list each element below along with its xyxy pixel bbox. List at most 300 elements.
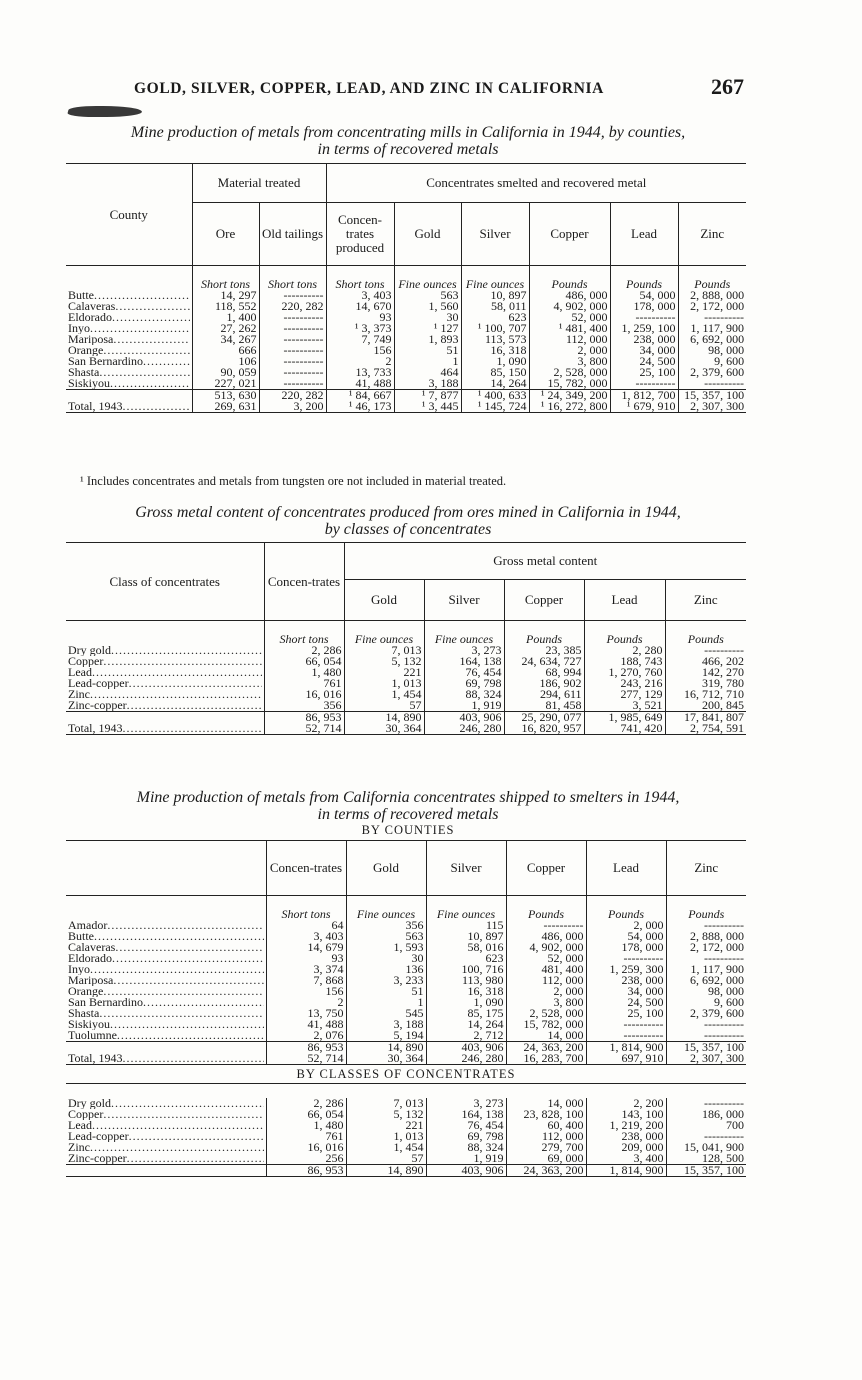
cell-value: 3, 800 [529, 356, 610, 367]
row-label-text: Lead-copper [68, 1131, 129, 1142]
total-value: 1, 814, 900 [586, 1165, 666, 1177]
leader-dots [107, 920, 263, 931]
total-value: 1, 812, 700 [610, 390, 678, 402]
col-concentrates: Concen-trates [266, 841, 346, 896]
cell-value: 2 [266, 997, 346, 1008]
row-label [66, 920, 266, 931]
cell-value: 27, 262 [192, 323, 259, 334]
unit-label: Short tons [192, 266, 259, 291]
cell-value: 2, 712 [426, 1030, 506, 1042]
row-label [66, 931, 266, 942]
cell-value: 294, 611 [504, 689, 584, 700]
table3-title-line1: Mine production of metals from California concentrates shipped to smelters in 1944, [136, 789, 680, 806]
table1 [66, 163, 746, 413]
cell-value: 7, 749 [326, 334, 394, 345]
cell-value: 112, 000 [529, 334, 610, 345]
row-label-text: Siskiyou [68, 378, 111, 389]
cell-value: ---------- [259, 323, 326, 334]
cell-value: 2, 200 [586, 1098, 666, 1109]
row-label-text: Lead-copper [68, 678, 129, 689]
table1-title-line1: Mine production of metals from concentrating mills in California in 1944, by counties, [130, 124, 686, 141]
cell-value: 3, 403 [326, 290, 394, 301]
total-blank [66, 390, 192, 402]
cell-value: ---------- [259, 312, 326, 323]
unit-label: Fine ounces [344, 621, 424, 646]
row-label-text: Inyo [68, 964, 90, 975]
row-label-text: Siskiyou [68, 1019, 111, 1030]
cell-value: 2, 076 [266, 1030, 346, 1042]
cell-value: 3, 400 [586, 1153, 666, 1165]
cell-value: 85, 150 [461, 367, 529, 378]
cell-value: 30 [394, 312, 461, 323]
cell-value: 238, 000 [586, 975, 666, 986]
cell-value: 2, 000 [586, 920, 666, 931]
cell-value: 10, 897 [461, 290, 529, 301]
row-label-text: Zinc-copper [68, 700, 127, 711]
total-value: ¹ 84, 667 [326, 390, 394, 402]
cell-value: ¹ 127 [394, 323, 461, 334]
total-value: 2, 754, 591 [665, 723, 746, 735]
cell-value: ---------- [666, 1030, 746, 1042]
unit-label: Fine ounces [394, 266, 461, 291]
row-label-text: San Bernardino [68, 356, 143, 367]
cell-value: 5, 194 [346, 1030, 426, 1042]
leader-dots [99, 367, 189, 378]
unit-label: Short tons [326, 266, 394, 291]
cell-value: 51 [346, 986, 426, 997]
cell-value: 1, 090 [426, 997, 506, 1008]
cell-value: ¹ 481, 400 [529, 323, 610, 334]
row-label [66, 645, 264, 656]
cell-value: 69, 798 [424, 678, 504, 689]
total-value: 30, 364 [346, 1053, 426, 1065]
cell-value: 69, 000 [506, 1153, 586, 1165]
col-lead: Lead [584, 580, 665, 621]
cell-value: 16, 712, 710 [665, 689, 746, 700]
cell-value: ---------- [506, 920, 586, 931]
leader-dots [115, 301, 189, 312]
row-label [66, 700, 264, 712]
cell-value: 1, 454 [344, 689, 424, 700]
cell-value: ---------- [586, 1019, 666, 1030]
total-value: 246, 280 [426, 1053, 506, 1065]
cell-value: 356 [346, 920, 426, 931]
leader-dots [117, 1030, 264, 1041]
table3 [66, 840, 746, 1177]
row-label-text: Orange [68, 345, 104, 356]
unit-label: Pounds [665, 621, 746, 646]
cell-value: ---------- [259, 334, 326, 345]
leader-dots [103, 1109, 263, 1120]
row-label-text: Dry gold [68, 645, 111, 656]
cell-value: 34, 000 [586, 986, 666, 997]
row-label-text: Total, 1943 [68, 723, 123, 734]
total-value: ¹ 16, 272, 800 [529, 401, 610, 413]
cell-value: ---------- [259, 378, 326, 390]
cell-value: 1 [394, 356, 461, 367]
leader-dots [143, 997, 264, 1008]
total-value: ¹ 679, 910 [610, 401, 678, 413]
cell-value: 57 [344, 700, 424, 712]
total-value: 403, 906 [426, 1165, 506, 1177]
row-label [66, 942, 266, 953]
total-value: 220, 282 [259, 390, 326, 402]
row-label [66, 953, 266, 964]
cell-value: 9, 600 [666, 997, 746, 1008]
cell-value: 115 [426, 920, 506, 931]
col-silver: Silver [461, 203, 529, 266]
col-gold: Gold [344, 580, 424, 621]
table1-title-line2: in terms of recovered metals [317, 141, 499, 158]
row-label [66, 323, 192, 334]
row-label [66, 689, 264, 700]
cell-value: ¹ 100, 707 [461, 323, 529, 334]
cell-value: ---------- [259, 356, 326, 367]
row-label-text: Tuolumne [68, 1030, 117, 1041]
units-blank [66, 621, 264, 646]
cell-value: 2, 172, 000 [666, 942, 746, 953]
total-value: 15, 357, 100 [666, 1165, 746, 1177]
units-blank [66, 266, 192, 291]
total-value: 52, 714 [264, 723, 344, 735]
cell-value: 7, 868 [266, 975, 346, 986]
col-zinc: Zinc [678, 203, 746, 266]
cell-value: 1, 480 [264, 667, 344, 678]
running-head [68, 70, 748, 104]
row-label [66, 356, 192, 367]
total-value: 24, 363, 200 [506, 1165, 586, 1177]
row-label-text: Shasta [68, 1008, 100, 1019]
cell-value: 666 [192, 345, 259, 356]
cell-value: 112, 000 [506, 1131, 586, 1142]
total-value: 741, 420 [584, 723, 665, 735]
leader-dots [90, 323, 190, 334]
row-label [66, 997, 266, 1008]
cell-value: 164, 138 [426, 1109, 506, 1120]
cell-value: 3, 374 [266, 964, 346, 975]
cell-value: 221 [346, 1120, 426, 1131]
cell-value: 1, 893 [394, 334, 461, 345]
leader-dots [103, 345, 189, 356]
col-copper: Copper [529, 203, 610, 266]
cell-value: 9, 600 [678, 356, 746, 367]
cell-value: 700 [666, 1120, 746, 1131]
leader-dots [123, 401, 190, 412]
cell-value: 3, 800 [506, 997, 586, 1008]
cell-value: 178, 000 [610, 301, 678, 312]
row-label-text: Total, 1943 [68, 1053, 123, 1064]
cell-value: 69, 798 [426, 1131, 506, 1142]
cell-value: 1, 117, 900 [678, 323, 746, 334]
cell-value: 3, 188 [346, 1019, 426, 1030]
unit-label: Pounds [584, 621, 665, 646]
cell-value: 14, 297 [192, 290, 259, 301]
row-label-text: Lead [68, 1120, 92, 1131]
total-blank [66, 712, 264, 724]
cell-value: 1, 090 [461, 356, 529, 367]
cell-value: 14, 670 [326, 301, 394, 312]
total-value: ¹ 46, 173 [326, 401, 394, 413]
total-value: ¹ 400, 633 [461, 390, 529, 402]
cell-value: 156 [266, 986, 346, 997]
cell-value: ---------- [259, 290, 326, 301]
cell-value: 2, 000 [529, 345, 610, 356]
unit-label: Short tons [264, 621, 344, 646]
total-value: ¹ 145, 724 [461, 401, 529, 413]
total-value: 1, 814, 900 [586, 1042, 666, 1054]
unit-label: Pounds [666, 896, 746, 921]
col-gold: Gold [394, 203, 461, 266]
leader-dots [127, 1153, 264, 1164]
cell-value: 2, 888, 000 [666, 931, 746, 942]
ink-smudge [67, 106, 144, 117]
cell-value: ---------- [610, 312, 678, 323]
row-label-text: Zinc [68, 689, 90, 700]
leader-dots [103, 656, 261, 667]
cell-value: 23, 385 [504, 645, 584, 656]
cell-value: 98, 000 [678, 345, 746, 356]
leader-dots [143, 356, 190, 367]
total-value: 14, 890 [346, 1165, 426, 1177]
cell-value: 1, 013 [344, 678, 424, 689]
units-row [66, 896, 746, 921]
total-value: ¹ 24, 349, 200 [529, 390, 610, 402]
cell-value: ---------- [586, 953, 666, 964]
unit-label: Pounds [586, 896, 666, 921]
cell-value: 486, 000 [506, 931, 586, 942]
cell-value: ---------- [259, 367, 326, 378]
cell-value: 243, 216 [584, 678, 665, 689]
cell-value: 30 [346, 953, 426, 964]
col-county: County [66, 164, 192, 266]
table1-footnote: ¹ Includes concentrates and metals from tungsten ore not included in material treated. [80, 474, 507, 488]
cell-value: 1, 013 [346, 1131, 426, 1142]
cell-value: 52, 000 [529, 312, 610, 323]
cell-value: 25, 100 [586, 1008, 666, 1019]
row-label [66, 1053, 266, 1065]
cell-value: 5, 132 [346, 1109, 426, 1120]
unit-label: Pounds [678, 266, 746, 291]
cell-value: 90, 059 [192, 367, 259, 378]
table2-title [68, 504, 748, 538]
cell-value: 15, 782, 000 [506, 1019, 586, 1030]
row-label [66, 378, 192, 390]
cell-value: 761 [266, 1131, 346, 1142]
cell-value: 6, 692, 000 [666, 975, 746, 986]
total-value: 52, 714 [266, 1053, 346, 1065]
cell-value: 54, 000 [610, 290, 678, 301]
row-label [66, 678, 264, 689]
cell-value: 51 [394, 345, 461, 356]
row-label [66, 367, 192, 378]
row-label [66, 1131, 266, 1142]
subheading-by-classes: BY CLASSES OF CONCENTRATES [296, 1066, 516, 1081]
cell-value: 14, 000 [506, 1098, 586, 1109]
unit-label: Pounds [504, 621, 584, 646]
total-value: 697, 910 [586, 1053, 666, 1065]
leader-dots [92, 1120, 264, 1131]
leader-dots [90, 689, 262, 700]
col-copper: Copper [504, 580, 584, 621]
cell-value: 2, 000 [506, 986, 586, 997]
leader-dots [123, 1053, 264, 1064]
cell-value: 1, 919 [426, 1153, 506, 1165]
page-number: 267 [711, 74, 744, 99]
cell-value: 563 [346, 931, 426, 942]
leader-dots [110, 1019, 263, 1030]
unit-label: Fine ounces [424, 621, 504, 646]
units-row [66, 266, 746, 291]
cell-value: 1, 259, 100 [610, 323, 678, 334]
cell-value: 2, 286 [264, 645, 344, 656]
cell-value: 2, 888, 000 [678, 290, 746, 301]
group-gross-metal: Gross metal content [344, 543, 746, 580]
cell-value: 14, 000 [506, 1030, 586, 1042]
cell-value: 113, 980 [426, 975, 506, 986]
col-silver: Silver [424, 580, 504, 621]
cell-value: 238, 000 [586, 1131, 666, 1142]
cell-value: 277, 129 [584, 689, 665, 700]
leader-dots [127, 700, 262, 711]
cell-value: 142, 270 [665, 667, 746, 678]
cell-value: 3, 273 [426, 1098, 506, 1109]
row-label-text: Mariposa [68, 334, 114, 345]
cell-value: 178, 000 [586, 942, 666, 953]
cell-value: 16, 318 [426, 986, 506, 997]
cell-value: 356 [264, 700, 344, 712]
row-label-text: Orange [68, 986, 104, 997]
total-value: 403, 906 [426, 1042, 506, 1054]
cell-value: 57 [346, 1153, 426, 1165]
leader-dots [110, 378, 189, 389]
unit-label: Short tons [266, 896, 346, 921]
row-label [66, 975, 266, 986]
total-value: 17, 841, 807 [665, 712, 746, 724]
cell-value: 58, 011 [461, 301, 529, 312]
row-label-text: Copper [68, 656, 104, 667]
cell-value: 16, 016 [266, 1142, 346, 1153]
total-value: ¹ 7, 877 [394, 390, 461, 402]
total-value: 14, 890 [344, 712, 424, 724]
cell-value: ---------- [666, 953, 746, 964]
cell-value: 200, 845 [665, 700, 746, 712]
cell-value: 66, 054 [264, 656, 344, 667]
cell-value: 238, 000 [610, 334, 678, 345]
cell-value: 16, 016 [264, 689, 344, 700]
row-label-text: Butte [68, 290, 94, 301]
cell-value: ---------- [665, 645, 746, 656]
leader-dots [129, 1131, 264, 1142]
row-label [66, 301, 192, 312]
col-concentrates: Concen-trates [264, 543, 344, 621]
col-old-tailings: Old tailings [259, 203, 326, 266]
cell-value: 186, 000 [666, 1109, 746, 1120]
col-gold: Gold [346, 841, 426, 896]
cell-value: 98, 000 [666, 986, 746, 997]
leader-dots [90, 964, 264, 975]
group-concentrates: Concentrates smelted and recovered metal [326, 164, 746, 203]
cell-value: 3, 188 [394, 378, 461, 390]
cell-value: 5, 132 [344, 656, 424, 667]
leader-dots [113, 975, 263, 986]
cell-value: 2, 286 [266, 1098, 346, 1109]
cell-value: 15, 041, 900 [666, 1142, 746, 1153]
cell-value: 3, 521 [584, 700, 665, 712]
cell-value: 221 [344, 667, 424, 678]
table3-title [68, 789, 748, 823]
cell-value: 1, 259, 300 [586, 964, 666, 975]
total-value: 1, 985, 649 [584, 712, 665, 724]
row-label-text: Inyo [68, 323, 90, 334]
leader-dots [112, 953, 264, 964]
cell-value: 2, 172, 000 [678, 301, 746, 312]
row-label [66, 290, 192, 301]
row-label-text: Eldorado [68, 312, 112, 323]
col-blank [66, 841, 266, 896]
row-label-text: Zinc [68, 1142, 90, 1153]
cell-value: 66, 054 [266, 1109, 346, 1120]
col-lead: Lead [610, 203, 678, 266]
table2-title-line1: Gross metal content of concentrates produced from ores mined in California in 1944, [135, 504, 681, 521]
cell-value: 464 [394, 367, 461, 378]
row-label-text: Copper [68, 1109, 104, 1120]
cell-value: 76, 454 [424, 667, 504, 678]
col-class: Class of concentrates [66, 543, 264, 621]
total-row [66, 1165, 746, 1177]
cell-value: 14, 679 [266, 942, 346, 953]
row-label [66, 964, 266, 975]
cell-value: 14, 264 [426, 1019, 506, 1030]
leader-dots [123, 723, 262, 734]
table2 [66, 542, 746, 735]
cell-value: ---------- [678, 378, 746, 390]
unit-label: Fine ounces [346, 896, 426, 921]
cell-value: 761 [264, 678, 344, 689]
cell-value: 1 [346, 997, 426, 1008]
total-value: 269, 631 [192, 401, 259, 413]
total-value: ¹ 3, 445 [394, 401, 461, 413]
group-material-treated: Material treated [192, 164, 326, 203]
total-row [66, 1053, 746, 1065]
leader-dots [111, 1098, 264, 1109]
total-row [66, 401, 746, 413]
cell-value: 563 [394, 290, 461, 301]
cell-value: 623 [426, 953, 506, 964]
unit-label: Pounds [506, 896, 586, 921]
cell-value: 1, 480 [266, 1120, 346, 1131]
cell-value: 2, 379, 600 [666, 1008, 746, 1019]
leader-dots [103, 986, 263, 997]
leader-dots [94, 290, 190, 301]
cell-value: 3, 273 [424, 645, 504, 656]
row-label [66, 986, 266, 997]
cell-value: 60, 400 [506, 1120, 586, 1131]
cell-value: 113, 573 [461, 334, 529, 345]
cell-value: 3, 233 [346, 975, 426, 986]
unit-label: Fine ounces [426, 896, 506, 921]
total-value: 403, 906 [424, 712, 504, 724]
cell-value: ---------- [666, 1098, 746, 1109]
units-row [66, 621, 746, 646]
row-label [66, 1142, 266, 1153]
cell-value: 52, 000 [506, 953, 586, 964]
cell-value: 143, 100 [586, 1109, 666, 1120]
unit-label: Pounds [610, 266, 678, 291]
unit-label: Short tons [259, 266, 326, 291]
row-label-text: Amador [68, 920, 108, 931]
total-value: 2, 307, 300 [678, 401, 746, 413]
total-blank [66, 1165, 266, 1177]
